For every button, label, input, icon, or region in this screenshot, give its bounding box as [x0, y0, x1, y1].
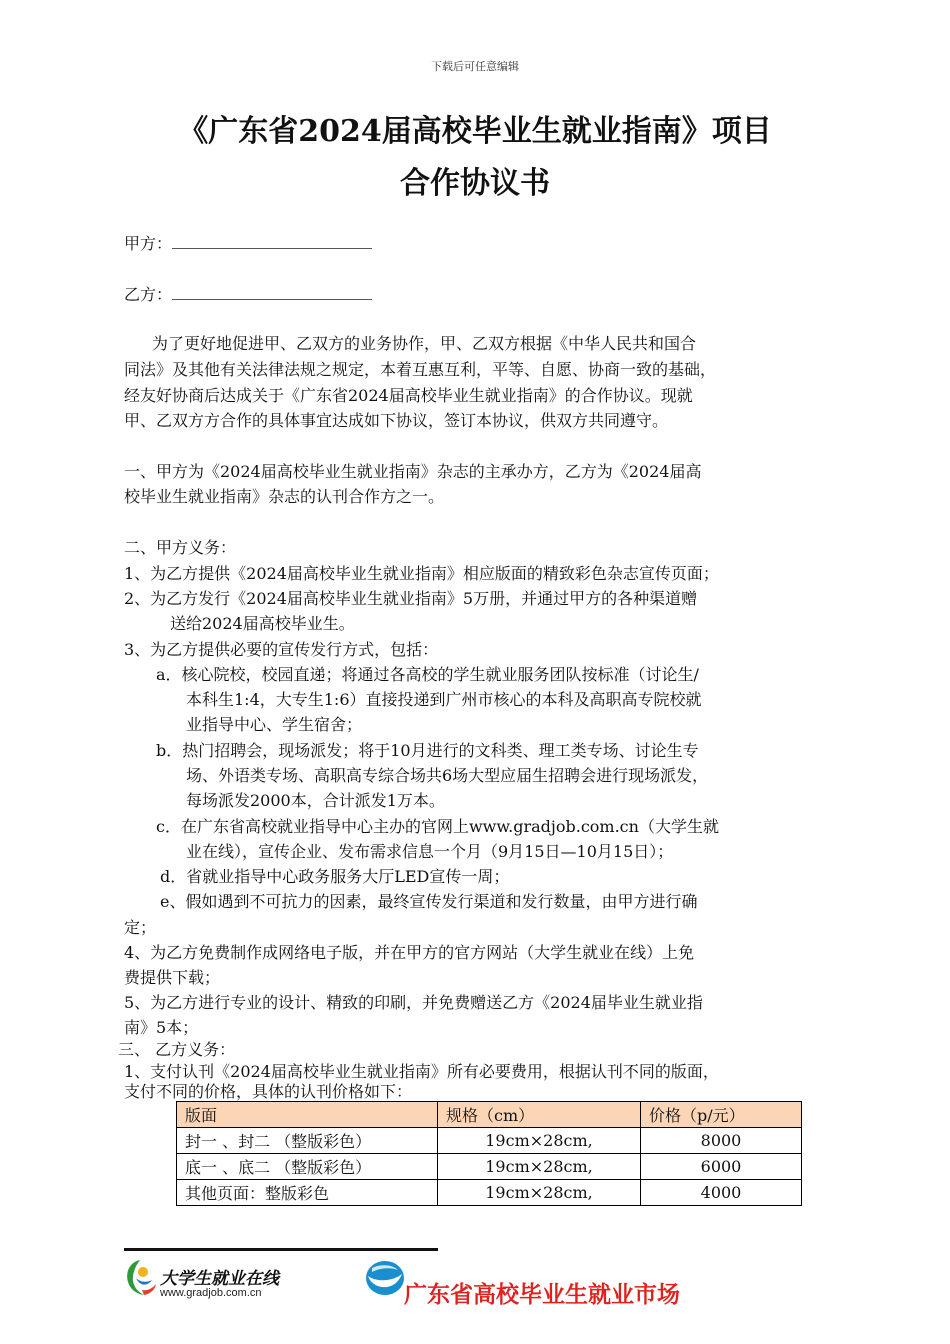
party-a-label: 甲方：: [124, 234, 173, 253]
table-cell: 19cm×28cm,: [438, 1128, 641, 1154]
party-b-blank: [172, 285, 372, 300]
intro-line: 为了更好地促进甲、乙双方的业务协作，甲、乙双方根据《中华人民共和国合: [152, 334, 697, 353]
party-b-label: 乙方：: [124, 285, 173, 304]
footer-logo-text: 大学生就业在线: [160, 1269, 279, 1289]
document-subtitle: 合作协议书: [400, 166, 550, 201]
s2-item3e: 定；: [124, 918, 157, 937]
s2-item3a: 业指导中心、学生宿舍；: [186, 715, 363, 734]
s2-item3a: 本科生1:4，大专生1:6）直接投递到广州市核心的本科及高职高专院校就: [186, 690, 702, 709]
document-title: 《广东省2024届高校毕业生就业指南》项目: [178, 114, 772, 149]
table-cell: 4000: [641, 1180, 802, 1206]
footer-logo-url: www.gradjob.com.cn: [160, 1287, 262, 1299]
footer-rule: [124, 1248, 438, 1251]
s2-item1: 1、为乙方提供《2024届高校毕业生就业指南》相应版面的精致彩色杂志宣传页面；: [124, 564, 719, 583]
column-header: 版面: [177, 1102, 438, 1128]
s2-item2: 2、为乙方发行《2024届高校毕业生就业指南》5万册，并通过甲方的各种渠道赠: [124, 589, 698, 608]
table-cell: 19cm×28cm,: [438, 1154, 641, 1180]
s2-item4: 费提供下载；: [124, 968, 221, 987]
column-header: 价格（p/元）: [641, 1102, 802, 1128]
table-cell: 其他页面：整版彩色: [177, 1180, 438, 1206]
s2-item3b: 每场派发2000本，合计派发1万本。: [186, 791, 445, 810]
intro-line: 经友好协商后达成关于《广东省2024届高校毕业生就业指南》的合作协议。现就: [124, 386, 693, 405]
table-cell: 底一 、底二 （整版彩色）: [177, 1154, 438, 1180]
party-a-line: [124, 233, 372, 255]
s2-item3c: 业在线），宣传企业、发布需求信息一个月（9月15日—10月15日）；: [186, 842, 674, 861]
table-row: [177, 1128, 802, 1154]
table-header-row: [177, 1102, 802, 1128]
column-header: 规格（cm）: [438, 1102, 641, 1128]
table-row: [177, 1180, 802, 1206]
section2-title: 二、甲方义务：: [124, 538, 237, 557]
s2-item3c: c．在广东省高校就业指导中心主办的官网上www.gradjob.com.cn（大学生就: [156, 817, 719, 836]
table-row: [177, 1154, 802, 1180]
price-table: [176, 1101, 802, 1206]
table-cell: 封一 、封二 （整版彩色）: [177, 1128, 438, 1154]
s2-item5: 5、为乙方进行专业的设计、精致的印刷，并免费赠送乙方《2024届毕业生就业指: [124, 993, 703, 1012]
section1-line: 一、甲方为《2024届高校毕业生就业指南》杂志的主承办方，乙方为《2024届高: [124, 462, 702, 481]
party-b-line: [124, 284, 372, 306]
s2-item3d: d．省就业指导中心政务服务大厅LED宣传一周；: [160, 867, 510, 886]
s2-item2: 送给2024届高校毕业生。: [170, 614, 355, 633]
s2-item3: 3、为乙方提供必要的宣传发行方式，包括：: [124, 640, 439, 659]
s2-item5: 南》5本；: [124, 1018, 199, 1037]
table-cell: 6000: [641, 1154, 802, 1180]
header-note: 下载后可任意编辑: [431, 60, 519, 73]
s2-item3e: e、假如遇到不可抗力的因素，最终宣传发行渠道和发行数量，由甲方进行确: [160, 892, 698, 911]
party-a-blank: [172, 234, 372, 249]
globe-logo-icon: [364, 1258, 406, 1298]
s2-item3a: a．核心院校，校园直递；将通过各高校的学生就业服务团队按标准（讨论生/: [156, 665, 699, 684]
intro-line: 甲、乙双方方合作的具体事宜达成如下协议，签订本协议，供双方共同遵守。: [124, 411, 669, 430]
footer-market-name: 广东省高校毕业生就业市场: [404, 1282, 680, 1308]
s3-item1: 1、支付认刊《2024届高校毕业生就业指南》所有必要费用，根据认刊不同的版面，: [124, 1062, 719, 1081]
s2-item3b: b．热门招聘会，现场派发；将于10月进行的文科类、理工类专场、讨论生专: [156, 741, 699, 760]
intro-line: 同法》及其他有关法律法规之规定，本着互惠互利，平等、自愿、协商一致的基础，: [124, 360, 717, 379]
gradjob-logo-icon: [122, 1256, 158, 1300]
s2-item3b: 场、外语类专场、高职高专综合场共6场大型应届生招聘会进行现场派发，: [186, 766, 709, 785]
section1-line: 校毕业生就业指南》杂志的认刊合作方之一。: [124, 487, 445, 506]
table-cell: 19cm×28cm,: [438, 1180, 641, 1206]
section3-title: 三、 乙方义务：: [118, 1040, 236, 1059]
s3-item1: 支付不同的价格，具体的认刊价格如下：: [124, 1082, 413, 1101]
s2-item4: 4、为乙方免费制作成网络电子版，并在甲方的官方网站（大学生就业在线）上免: [124, 943, 695, 962]
table-cell: 8000: [641, 1128, 802, 1154]
